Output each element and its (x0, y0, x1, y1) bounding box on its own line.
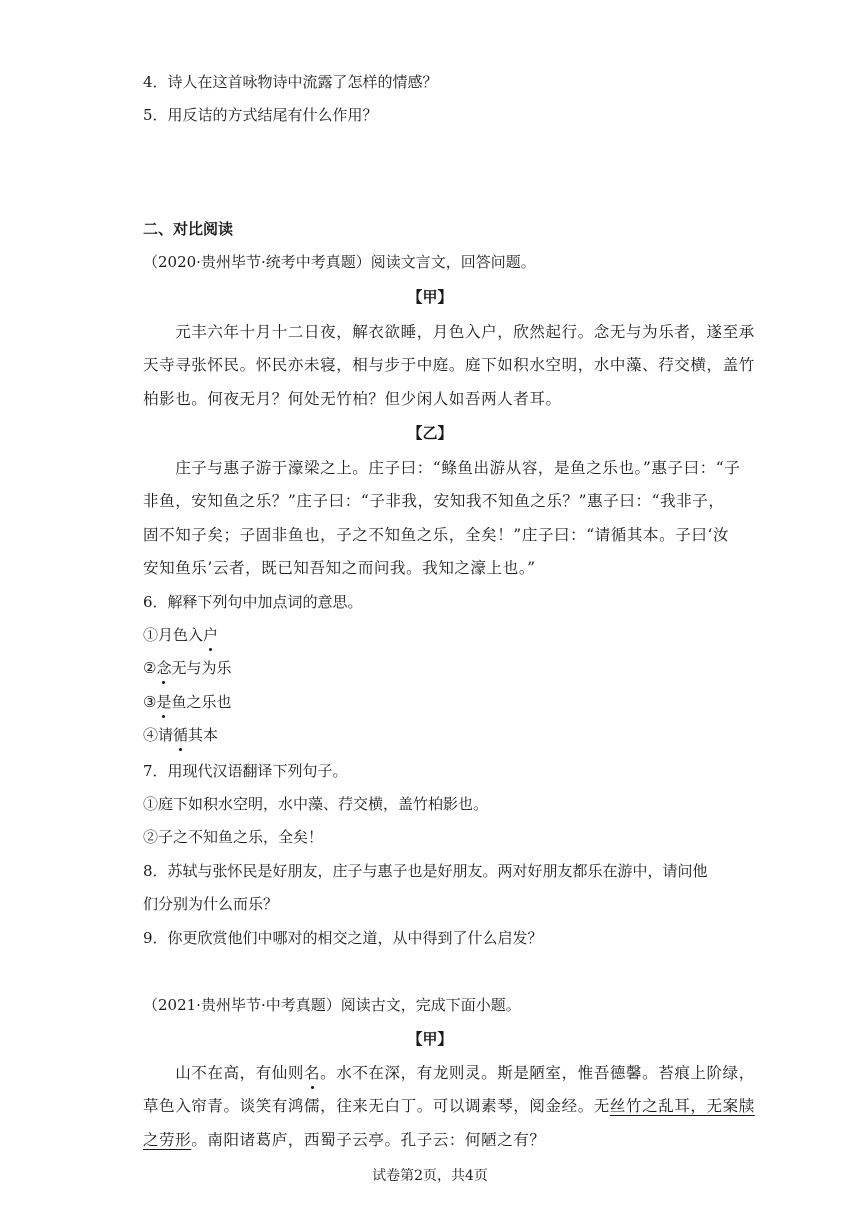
source-2: （2021·贵州毕节·中考真题）阅读古文，完成下面小题。 (143, 996, 521, 1014)
passage-jia-line-2: 天寺寻张怀民。怀民亦未寝，相与步于中庭。庭下如积水空明，水中藻、荇交横，盖竹 (143, 356, 755, 374)
passage-yi-line-4: 安知鱼乐’云者，既已知吾知之而问我。我知之濠上也。” (143, 559, 536, 577)
passage-label-yi: 【乙】 (407, 424, 453, 442)
q7-item-1: ①庭下如积水空明，水中藻、荇交横，盖竹柏影也。 (143, 795, 489, 813)
passage-jia-line-1: 元丰六年十月十二日夜，解衣欲睡，月色入户，欣然起行。念无与为乐者，遂至承 (143, 323, 755, 341)
q6-item-2: ②念无与为乐 (143, 659, 232, 677)
passage-yi-line-2: 非鱼，安知鱼之乐？”庄子曰：“子非我，安知我不知鱼之乐？”惠子曰：“我非子， (143, 492, 725, 510)
section-title: 二、对比阅读 (143, 220, 234, 238)
passage-jia-line-3: 柏影也。何夜无月？何处无竹柏？但少闲人如吾两人者耳。 (143, 390, 562, 408)
passage-yi-line-3: 固不知子矣；子固非鱼也，子之不知鱼之乐，全矣！”庄子曰：“请循其本。子曰‘汝 (143, 526, 730, 544)
q6-item-4: ④请循其本 (143, 726, 219, 744)
q6-item-1: ①月色入户 (143, 626, 219, 644)
question-7: 7．用现代汉语翻译下列句子。 (143, 762, 348, 780)
question-6: 6．解释下列句中加点词的意思。 (143, 593, 363, 611)
question-9: 9．你更欣赏他们中哪对的相交之道，从中得到了什么启发？ (143, 929, 543, 947)
source-1: （2020·贵州毕节·统考中考真题）阅读文言文，回答问题。 (143, 253, 536, 271)
q7-item-2: ②子之不知鱼之乐，全矣！ (143, 828, 324, 846)
passage-c-line-3: 之劳形。南阳诸葛庐，西蜀子云亭。孔子云：何陋之有？ (143, 1131, 546, 1149)
dotted-char: 循 (173, 726, 189, 744)
underlined-phrase: 丝竹之乱耳，无案牍 (609, 1097, 755, 1115)
question-8-line-1: 8．苏轼与张怀民是好朋友，庄子与惠子也是好朋友。两对好朋友都乐在游中，请问他 (143, 862, 708, 880)
question-8-line-2: 们分别为什么而乐？ (143, 895, 279, 913)
q6-item-3: ③是鱼之乐也 (143, 693, 232, 711)
dotted-char: 是 (156, 693, 172, 711)
underlined-phrase: 之劳形 (143, 1131, 192, 1149)
dotted-char: 念 (156, 659, 172, 677)
passage-c-line-1: 山不在高，有仙则名。水不在深，有龙则灵。斯是陋室，惟吾德馨。苔痕上阶绿， (143, 1064, 755, 1082)
dotted-char: 户 (203, 626, 219, 644)
passage-yi-line-1: 庄子与惠子游于濠梁之上。庄子曰：“鲦鱼出游从容，是鱼之乐也。”惠子曰：“子 (143, 459, 741, 477)
dotted-char: 名 (304, 1064, 321, 1082)
question-4: 4．诗人在这首咏物诗中流露了怎样的情感？ (143, 73, 438, 91)
passage-c-line-2: 草色入帘青。谈笑有鸿儒，往来无白丁。可以调素琴，阅金经。无丝竹之乱耳，无案牍 (143, 1097, 755, 1115)
page-footer: 试卷第2页，共4页 (372, 1168, 488, 1184)
passage-label-jia-2: 【甲】 (407, 1030, 453, 1048)
passage-label-jia: 【甲】 (407, 288, 453, 306)
question-5: 5．用反诘的方式结尾有什么作用？ (143, 106, 378, 124)
